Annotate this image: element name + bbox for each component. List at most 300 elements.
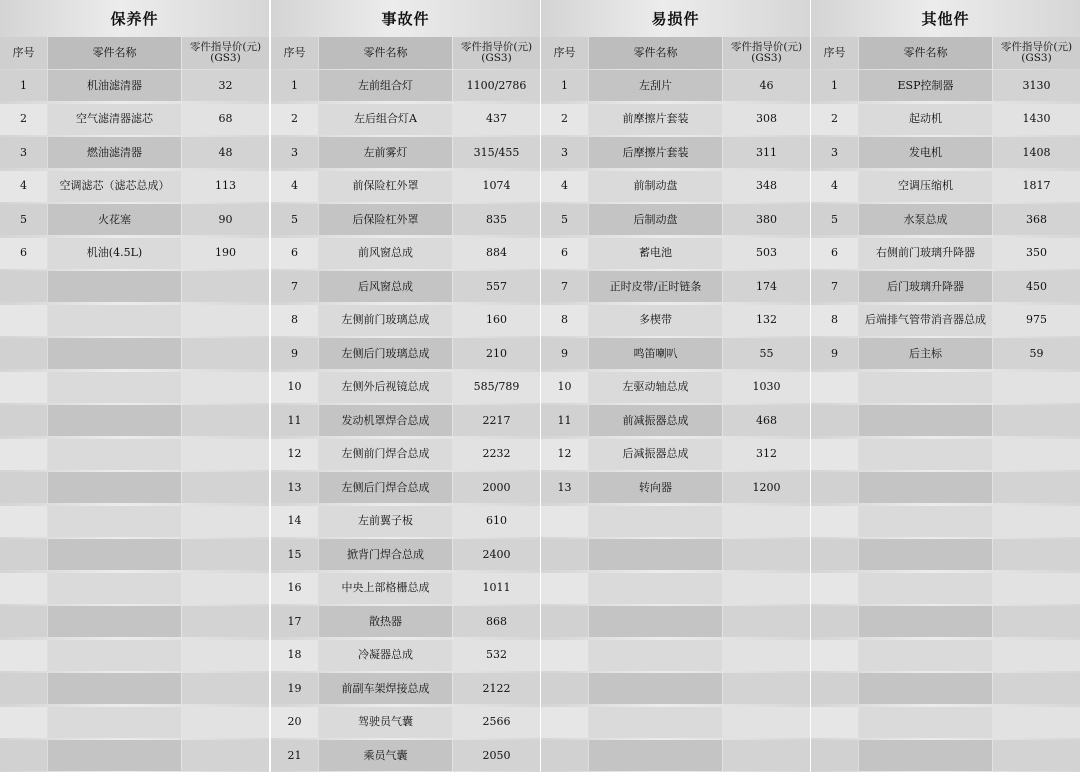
part-price — [182, 640, 269, 671]
row-index: 7 — [271, 271, 318, 302]
part-name — [48, 405, 181, 436]
part-name: 机油滤清器 — [48, 70, 181, 101]
row-index: 2 — [271, 104, 318, 135]
part-name: 燃油滤清器 — [48, 137, 181, 168]
row-index: 13 — [271, 472, 318, 503]
empty-row — [811, 707, 1080, 738]
empty-row — [0, 405, 269, 436]
table-row — [271, 673, 540, 704]
row-index — [0, 472, 47, 503]
part-price: 3130 — [993, 70, 1080, 101]
row-index: 9 — [811, 338, 858, 369]
part-price — [993, 539, 1080, 570]
empty-row — [0, 606, 269, 637]
header-part-name: 零件名称 — [319, 37, 452, 69]
part-name: 后门玻璃升降器 — [859, 271, 992, 302]
row-index: 5 — [271, 204, 318, 235]
row-index: 11 — [541, 405, 588, 436]
part-name — [859, 606, 992, 637]
row-index: 1 — [0, 70, 47, 101]
accident-parts-panel — [271, 0, 540, 772]
part-name: 左刮片 — [589, 70, 722, 101]
table-row — [541, 171, 810, 202]
empty-row — [811, 539, 1080, 570]
row-index — [811, 372, 858, 403]
part-name: 左侧前门焊合总成 — [319, 439, 452, 470]
part-price — [723, 673, 810, 704]
part-name — [859, 640, 992, 671]
part-name — [859, 740, 992, 771]
row-index — [0, 740, 47, 771]
part-price: 312 — [723, 439, 810, 470]
table-row — [271, 405, 540, 436]
part-price: 1408 — [993, 137, 1080, 168]
part-price — [993, 707, 1080, 738]
table-row — [811, 204, 1080, 235]
empty-row — [0, 573, 269, 604]
table-row — [811, 104, 1080, 135]
part-name — [48, 640, 181, 671]
table-row — [811, 271, 1080, 302]
row-index: 17 — [271, 606, 318, 637]
empty-row — [811, 472, 1080, 503]
row-index — [0, 640, 47, 671]
table-row — [271, 372, 540, 403]
row-index — [811, 506, 858, 537]
part-name — [859, 405, 992, 436]
part-price — [182, 573, 269, 604]
part-price: 2400 — [453, 539, 540, 570]
row-index — [0, 506, 47, 537]
empty-row — [811, 573, 1080, 604]
part-price — [723, 539, 810, 570]
part-price: 190 — [182, 238, 269, 269]
part-name: 火花塞 — [48, 204, 181, 235]
part-price: 2050 — [453, 740, 540, 771]
table-row — [541, 137, 810, 168]
part-price — [993, 506, 1080, 537]
part-price: 2217 — [453, 405, 540, 436]
table-row — [271, 606, 540, 637]
part-price — [182, 472, 269, 503]
header-index: 序号 — [0, 37, 47, 69]
row-index — [0, 271, 47, 302]
part-price — [182, 439, 269, 470]
part-price — [993, 405, 1080, 436]
empty-row — [0, 539, 269, 570]
part-name: 鸣笛喇叭 — [589, 338, 722, 369]
part-name: 左前雾灯 — [319, 137, 452, 168]
part-name — [48, 573, 181, 604]
empty-row — [811, 640, 1080, 671]
part-price — [993, 372, 1080, 403]
part-name: 左侧后门焊合总成 — [319, 472, 452, 503]
header-index: 序号 — [271, 37, 318, 69]
part-price: 132 — [723, 305, 810, 336]
table-row — [541, 338, 810, 369]
empty-row — [811, 606, 1080, 637]
row-index: 18 — [271, 640, 318, 671]
table-header — [271, 37, 540, 69]
part-name: 前保险杠外罩 — [319, 171, 452, 202]
table-row — [541, 305, 810, 336]
row-index — [541, 606, 588, 637]
row-index — [541, 673, 588, 704]
row-index — [541, 573, 588, 604]
table-row — [271, 740, 540, 771]
part-price — [723, 640, 810, 671]
row-index: 5 — [541, 204, 588, 235]
empty-row — [541, 606, 810, 637]
part-name: 左侧外后视镜总成 — [319, 372, 452, 403]
row-index: 2 — [811, 104, 858, 135]
row-index: 10 — [541, 372, 588, 403]
empty-row — [541, 640, 810, 671]
part-price — [182, 271, 269, 302]
part-price: 468 — [723, 405, 810, 436]
part-name: 左侧前门玻璃总成 — [319, 305, 452, 336]
table-row — [271, 707, 540, 738]
part-name: 空调滤芯（滤芯总成） — [48, 171, 181, 202]
table-row — [0, 104, 269, 135]
table-row — [0, 204, 269, 235]
row-index: 15 — [271, 539, 318, 570]
empty-row — [0, 439, 269, 470]
empty-row — [541, 740, 810, 771]
table-row — [541, 70, 810, 101]
part-name — [859, 472, 992, 503]
part-name — [48, 606, 181, 637]
empty-row — [0, 673, 269, 704]
part-price: 610 — [453, 506, 540, 537]
row-index: 9 — [541, 338, 588, 369]
row-index — [541, 539, 588, 570]
part-name — [48, 439, 181, 470]
row-index — [0, 305, 47, 336]
table-row — [271, 271, 540, 302]
empty-row — [811, 673, 1080, 704]
part-name — [589, 707, 722, 738]
empty-row — [811, 439, 1080, 470]
part-price — [993, 439, 1080, 470]
part-name — [48, 673, 181, 704]
part-name — [859, 372, 992, 403]
header-index: 序号 — [811, 37, 858, 69]
part-price: 113 — [182, 171, 269, 202]
part-name — [48, 472, 181, 503]
part-price: 2566 — [453, 707, 540, 738]
row-index: 14 — [271, 506, 318, 537]
empty-row — [0, 506, 269, 537]
part-name: 前摩擦片套装 — [589, 104, 722, 135]
part-price: 348 — [723, 171, 810, 202]
row-index — [0, 707, 47, 738]
part-price: 532 — [453, 640, 540, 671]
table-row — [811, 305, 1080, 336]
part-price: 315/455 — [453, 137, 540, 168]
row-index — [811, 640, 858, 671]
part-price: 450 — [993, 271, 1080, 302]
table-row — [271, 171, 540, 202]
row-index: 11 — [271, 405, 318, 436]
empty-row — [541, 506, 810, 537]
part-price: 59 — [993, 338, 1080, 369]
part-price: 1030 — [723, 372, 810, 403]
row-index: 10 — [271, 372, 318, 403]
empty-row — [541, 573, 810, 604]
part-price — [182, 506, 269, 537]
part-name: 左驱动轴总成 — [589, 372, 722, 403]
row-index: 8 — [811, 305, 858, 336]
part-price — [182, 372, 269, 403]
part-price: 368 — [993, 204, 1080, 235]
table-row — [811, 171, 1080, 202]
wear-parts-panel — [541, 0, 810, 772]
table-header — [0, 37, 269, 69]
table-row — [271, 305, 540, 336]
part-price: 884 — [453, 238, 540, 269]
part-price — [182, 405, 269, 436]
empty-row — [541, 707, 810, 738]
empty-row — [811, 372, 1080, 403]
part-price: 975 — [993, 305, 1080, 336]
part-name — [859, 573, 992, 604]
part-price — [723, 707, 810, 738]
part-price — [182, 606, 269, 637]
part-name: 掀背门焊合总成 — [319, 539, 452, 570]
header-price: 零件指导价(元) (GS3) — [723, 37, 810, 69]
part-price — [723, 740, 810, 771]
part-name — [48, 305, 181, 336]
part-name: 左前组合灯 — [319, 70, 452, 101]
part-price: 350 — [993, 238, 1080, 269]
part-name — [859, 539, 992, 570]
part-price: 835 — [453, 204, 540, 235]
part-name: 蓄电池 — [589, 238, 722, 269]
part-name — [859, 673, 992, 704]
part-name: 左前翼子板 — [319, 506, 452, 537]
part-name: 前副车架焊接总成 — [319, 673, 452, 704]
part-price — [993, 740, 1080, 771]
panel-title: 其他件 — [921, 10, 970, 28]
part-name: ESP控制器 — [859, 70, 992, 101]
table-header — [811, 37, 1080, 69]
part-name: 后主标 — [859, 338, 992, 369]
panel-title: 易损件 — [651, 10, 700, 28]
empty-row — [541, 673, 810, 704]
part-price — [993, 573, 1080, 604]
row-index: 5 — [0, 204, 47, 235]
table-row — [0, 137, 269, 168]
row-index — [0, 573, 47, 604]
part-price: 2000 — [453, 472, 540, 503]
row-index: 20 — [271, 707, 318, 738]
row-index: 16 — [271, 573, 318, 604]
part-price: 32 — [182, 70, 269, 101]
row-index: 21 — [271, 740, 318, 771]
part-name: 空气滤清器滤芯 — [48, 104, 181, 135]
row-index: 2 — [0, 104, 47, 135]
table-row — [541, 372, 810, 403]
part-name: 左侧后门玻璃总成 — [319, 338, 452, 369]
table-row — [541, 238, 810, 269]
part-name: 多楔带 — [589, 305, 722, 336]
table-row — [0, 238, 269, 269]
part-name: 转向器 — [589, 472, 722, 503]
table-row — [811, 137, 1080, 168]
part-price — [723, 506, 810, 537]
part-price: 1100/2786 — [453, 70, 540, 101]
part-price — [993, 673, 1080, 704]
table-row — [0, 171, 269, 202]
row-index: 1 — [271, 70, 318, 101]
part-name: 发动机罩焊合总成 — [319, 405, 452, 436]
empty-row — [0, 472, 269, 503]
part-name: 后摩擦片套装 — [589, 137, 722, 168]
part-price: 380 — [723, 204, 810, 235]
part-price: 311 — [723, 137, 810, 168]
row-index — [0, 372, 47, 403]
row-index — [0, 606, 47, 637]
table-row — [0, 70, 269, 101]
part-name: 机油(4.5L) — [48, 238, 181, 269]
panel-title: 保养件 — [110, 10, 159, 28]
part-name: 前风窗总成 — [319, 238, 452, 269]
row-index: 3 — [541, 137, 588, 168]
row-index: 8 — [271, 305, 318, 336]
part-price: 1817 — [993, 171, 1080, 202]
part-name — [48, 506, 181, 537]
header-price: 零件指导价(元) (GS3) — [993, 37, 1080, 69]
part-price: 1200 — [723, 472, 810, 503]
table-row — [271, 439, 540, 470]
part-name — [589, 606, 722, 637]
row-index: 9 — [271, 338, 318, 369]
part-price: 1011 — [453, 573, 540, 604]
part-price — [993, 472, 1080, 503]
part-name — [48, 271, 181, 302]
part-name: 前减振器总成 — [589, 405, 722, 436]
row-index — [541, 640, 588, 671]
row-index — [811, 573, 858, 604]
header-index: 序号 — [541, 37, 588, 69]
table-row — [541, 405, 810, 436]
part-name — [589, 573, 722, 604]
part-price: 437 — [453, 104, 540, 135]
row-index: 6 — [541, 238, 588, 269]
part-name: 后保险杠外罩 — [319, 204, 452, 235]
part-price: 1074 — [453, 171, 540, 202]
row-index — [811, 606, 858, 637]
part-name: 空调压缩机 — [859, 171, 992, 202]
row-index: 12 — [541, 439, 588, 470]
part-name: 后风窗总成 — [319, 271, 452, 302]
table-row — [541, 204, 810, 235]
part-name — [859, 439, 992, 470]
table-row — [271, 640, 540, 671]
part-name — [48, 372, 181, 403]
row-index: 6 — [271, 238, 318, 269]
empty-row — [811, 506, 1080, 537]
row-index — [811, 439, 858, 470]
row-index: 6 — [811, 238, 858, 269]
table-row — [271, 238, 540, 269]
row-index — [541, 506, 588, 537]
row-index: 6 — [0, 238, 47, 269]
table-row — [271, 338, 540, 369]
part-name: 右侧前门玻璃升降器 — [859, 238, 992, 269]
row-index: 3 — [0, 137, 47, 168]
table-row — [811, 238, 1080, 269]
table-row — [271, 104, 540, 135]
row-index: 4 — [811, 171, 858, 202]
part-name — [48, 338, 181, 369]
part-price: 1430 — [993, 104, 1080, 135]
part-name — [589, 640, 722, 671]
part-price: 210 — [453, 338, 540, 369]
part-price: 46 — [723, 70, 810, 101]
empty-row — [0, 372, 269, 403]
part-name: 正时皮带/正时链条 — [589, 271, 722, 302]
table-row — [271, 472, 540, 503]
row-index: 2 — [541, 104, 588, 135]
part-price: 2232 — [453, 439, 540, 470]
row-index — [811, 472, 858, 503]
row-index: 4 — [541, 171, 588, 202]
header-part-name: 零件名称 — [859, 37, 992, 69]
table-row — [541, 104, 810, 135]
part-price: 585/789 — [453, 372, 540, 403]
part-name: 中央上部格栅总成 — [319, 573, 452, 604]
part-name — [589, 673, 722, 704]
row-index: 19 — [271, 673, 318, 704]
empty-row — [541, 539, 810, 570]
header-price: 零件指导价(元) (GS3) — [453, 37, 540, 69]
empty-row — [0, 338, 269, 369]
part-price — [182, 338, 269, 369]
row-index — [0, 439, 47, 470]
part-price: 160 — [453, 305, 540, 336]
part-name: 乘员气囊 — [319, 740, 452, 771]
empty-row — [0, 740, 269, 771]
part-name: 冷凝器总成 — [319, 640, 452, 671]
empty-row — [0, 271, 269, 302]
part-name: 后制动盘 — [589, 204, 722, 235]
row-index — [0, 673, 47, 704]
table-row — [271, 506, 540, 537]
part-price — [182, 707, 269, 738]
table-row — [811, 70, 1080, 101]
header-part-name: 零件名称 — [48, 37, 181, 69]
table-row — [271, 573, 540, 604]
row-index — [541, 740, 588, 771]
part-price: 308 — [723, 104, 810, 135]
part-name — [48, 539, 181, 570]
row-index: 12 — [271, 439, 318, 470]
part-price — [182, 673, 269, 704]
row-index: 4 — [0, 171, 47, 202]
table-row — [271, 539, 540, 570]
part-name: 起动机 — [859, 104, 992, 135]
part-name: 后减振器总成 — [589, 439, 722, 470]
row-index: 7 — [541, 271, 588, 302]
part-name — [589, 539, 722, 570]
table-row — [541, 439, 810, 470]
part-name — [48, 707, 181, 738]
part-price: 503 — [723, 238, 810, 269]
empty-row — [0, 707, 269, 738]
part-price: 68 — [182, 104, 269, 135]
